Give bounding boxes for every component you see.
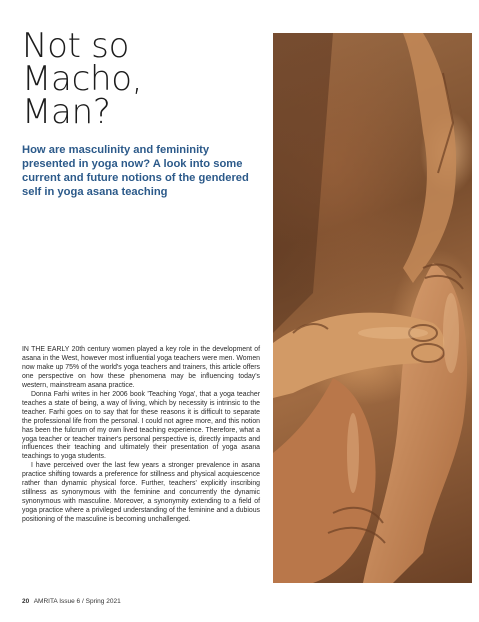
- publication-name: AMRITA: [33, 598, 58, 605]
- body-paragraph-3: I have perceived over the last few years a stronger prevalence in asana practice shifting towards a preference for stillness and physical acquiescence rather than dynamic physical force. Further, teachers' explicitly inscribing stillness as synonymous with the feminine and concurrently the dynamic synonymous with masculine. Moreover, a synonymity extending to a field of yoga practice where a privileged understanding of the feminine and a dubious positioning of the masculine is becoming unchallenged.: [22, 462, 260, 524]
- body-paragraph-1: IN THE EARLY 20th century women played a key role in the development of asana in the West, however most influential yoga teachers were men. Women now make up 75% of the world's yoga teachers and trainers, this article offers one perspective on how these phenomena may be influencing today's western, mainstream asana practice.: [22, 346, 260, 389]
- article-body: [22, 346, 260, 525]
- title-line-1: Not so: [22, 26, 130, 66]
- footer-separator: /: [82, 598, 84, 605]
- body-paragraph-2: Donna Farhi writes in her 2006 book 'Teaching Yoga', that a yoga teacher teaches a state of being, a way of living, which by necessity is intrinsic to the teacher. Farhi goes on to say that for these reasons it is difficult to separate the professional life from the personal. I could not agree more, and this notion has been the fulcrum of my own lived teaching experience. Therefore, what a yoga teacher or teacher trainer's personal perspective is, directly impacts and influences their teaching and ultimately their presentation of yoga asana teachings to yoga students.: [22, 390, 260, 461]
- title-line-3: Man?: [22, 92, 111, 132]
- article-subtitle: How are masculinity and femininity presented in yoga now? A look into some current and future notions of the gendered self in yoga asana teaching: [22, 144, 249, 198]
- sculpture-photo: [273, 33, 472, 583]
- issue-label: Issue 6: [59, 598, 81, 605]
- page-footer: [22, 598, 121, 605]
- article-title: [22, 26, 262, 132]
- page-number: 20: [22, 598, 30, 605]
- season-label: Spring 2021: [85, 598, 121, 605]
- sculpture-illustration: [273, 33, 472, 583]
- title-line-2: Macho,: [22, 59, 143, 99]
